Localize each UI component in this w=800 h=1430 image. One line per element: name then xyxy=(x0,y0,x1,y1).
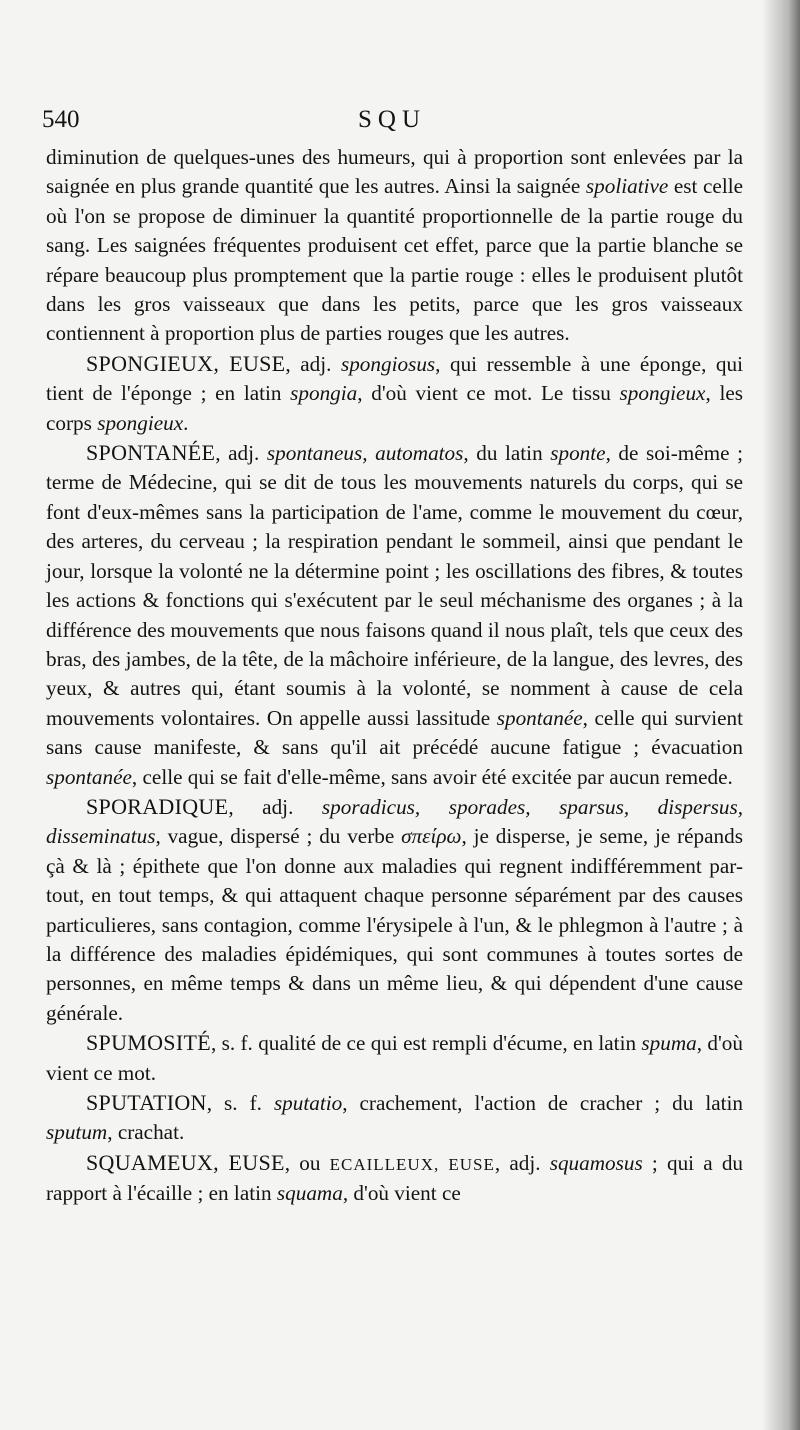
latin-term: spongiosus xyxy=(340,351,436,376)
page-gutter-shadow xyxy=(762,0,800,1430)
entry-text: , adj. xyxy=(285,351,341,376)
entry-text: , je disperse, je seme, je répands çà & là ; épithete que l'on donne aux maladies qui regnent indifféremment par-tout, en tout temps, & qui attaquent chaque personne séparément par des causes particulieres, sans contagion, comme l'érysipele à l'un, & le phlegmon à l'autre ; à la différence des maladies épidémiques, qui sont communes à toutes sortes de personnes, en même temps & dans un même lieu, & qui dépendent d'une cause générale. xyxy=(46,824,743,1025)
page-number: 540 xyxy=(42,106,80,133)
latin-term: sporadicus, sporades, sparsus, dispersus, disseminatus xyxy=(46,794,744,849)
entry-spongieux xyxy=(46,349,743,438)
entry-text: , celle qui survient sans cause manifeste, & sans qu'il ait précédé aucune fatigue ; évacuation xyxy=(46,705,743,760)
italic-term: spoliative xyxy=(585,174,669,199)
entry-spumosite xyxy=(46,1028,743,1088)
latin-term: sputum xyxy=(46,1120,108,1145)
dictionary-text xyxy=(46,143,743,1209)
entry-text: , s. f. xyxy=(206,1091,274,1115)
entry-text: , crachat. xyxy=(107,1120,185,1145)
entry-text: , s. f. qualité de ce qui est rempli d'écume, en latin xyxy=(210,1031,642,1056)
entry-text: , d'où vient ce mot. Le tissu xyxy=(357,381,620,406)
latin-term: squama xyxy=(276,1181,343,1206)
entry-spontanee xyxy=(46,438,743,792)
entry-text: . xyxy=(183,410,189,435)
entry-text: , qui ressemble à une éponge, qui tient de l'éponge ; en latin xyxy=(46,351,743,406)
latin-term: sponte xyxy=(550,441,606,466)
entry-sporadique xyxy=(46,792,743,1028)
headword: SQUAMEUX, EUSE xyxy=(86,1149,285,1175)
latin-term: sputatio xyxy=(273,1091,343,1115)
headword: SPORADIQUE xyxy=(86,793,229,819)
italic-term: spontanée xyxy=(46,764,132,789)
greek-term: σπείρω xyxy=(401,824,462,849)
page-header xyxy=(42,106,742,136)
italic-term: spontanée xyxy=(496,705,583,730)
entry-text: ; qui a du rapport à l'écaille ; en latin xyxy=(46,1150,744,1206)
headword: SPUMOSITÉ xyxy=(86,1030,211,1056)
latin-term: spongia xyxy=(290,381,358,406)
entry-text: , de soi-même ; terme de Médecine, qui se dit de tous les mouvements naturels du corps, qui se font d'eux-mêmes sans la participation de l'ame, comme le mouvement du cœur, des arteres, du cerveau ; la respiration pendant le sommeil, ainsi que pendant le jour, lorsque la volonté ne la détermine point ; les oscillations des fibres, & toutes les actions & fonctions qui s'exécutent par le seul méchanisme des organes ; à la différence des mouvements que nous faisons quand il nous plaît, tels que ceux des bras, des jambes, de la tête, de la mâchoire inférieure, de la langue, des levres, des yeux, & autres qui, étant soumis à la volonté, se nomment à cause de cela mouvements volontaires. On appelle aussi lassitude xyxy=(46,441,743,730)
entry-text: , crachement, l'action de cracher ; du latin xyxy=(342,1091,743,1115)
italic-term: spongieux xyxy=(619,381,706,406)
entry-text: , adj. xyxy=(228,794,322,819)
entry-text: , vague, dispersé ; du verbe xyxy=(155,824,402,849)
entry-squameux xyxy=(46,1148,743,1209)
headword: SPUTATION xyxy=(86,1090,207,1115)
entry-text: , d'où vient ce xyxy=(342,1181,461,1206)
entry-text: , celle qui se fait d'elle-même, sans avoir été excitée par aucun remede. xyxy=(131,764,733,789)
paragraph-text: diminution de quelques-unes des humeurs, qui à proportion sont enlevées par la saignée en plus grande quantité que les autres. Ainsi la saignée xyxy=(46,145,743,199)
entry-text: , du latin xyxy=(463,441,551,466)
italic-term: spongieux xyxy=(97,410,184,435)
paragraph-text: est celle où l'on se propose de diminuer la quantité proportionnelle de la partie rouge du sang. Les saignées fréquentes produisent cet effet, parce que la partie blanche se répare beaucoup plus promptement que la partie rouge : elles le produisent plutôt dans les gros vaisseaux que dans les petits, parce que les gros vaisseaux contiennent à proportion plus de parties rouges que les autres. xyxy=(46,174,743,346)
entry-text: , adj. xyxy=(215,441,267,466)
entry-text: , les corps xyxy=(46,381,743,435)
entry-text: , ou xyxy=(284,1150,330,1175)
entry-text: , d'où vient ce mot. xyxy=(46,1031,743,1085)
continuation-paragraph xyxy=(46,143,743,349)
alternate-headword: ECAILLEUX, EUSE xyxy=(329,1154,495,1174)
latin-term: squamosus xyxy=(549,1150,643,1175)
running-head: SQU xyxy=(357,106,426,133)
headword: SPONTANÉE xyxy=(86,440,216,466)
headword: SPONGIEUX, EUSE xyxy=(86,350,286,376)
latin-term: spuma xyxy=(641,1031,697,1056)
entry-sputation xyxy=(46,1088,743,1148)
latin-term: spontaneus, automatos xyxy=(266,441,464,466)
entry-text: , adj. xyxy=(494,1150,550,1175)
